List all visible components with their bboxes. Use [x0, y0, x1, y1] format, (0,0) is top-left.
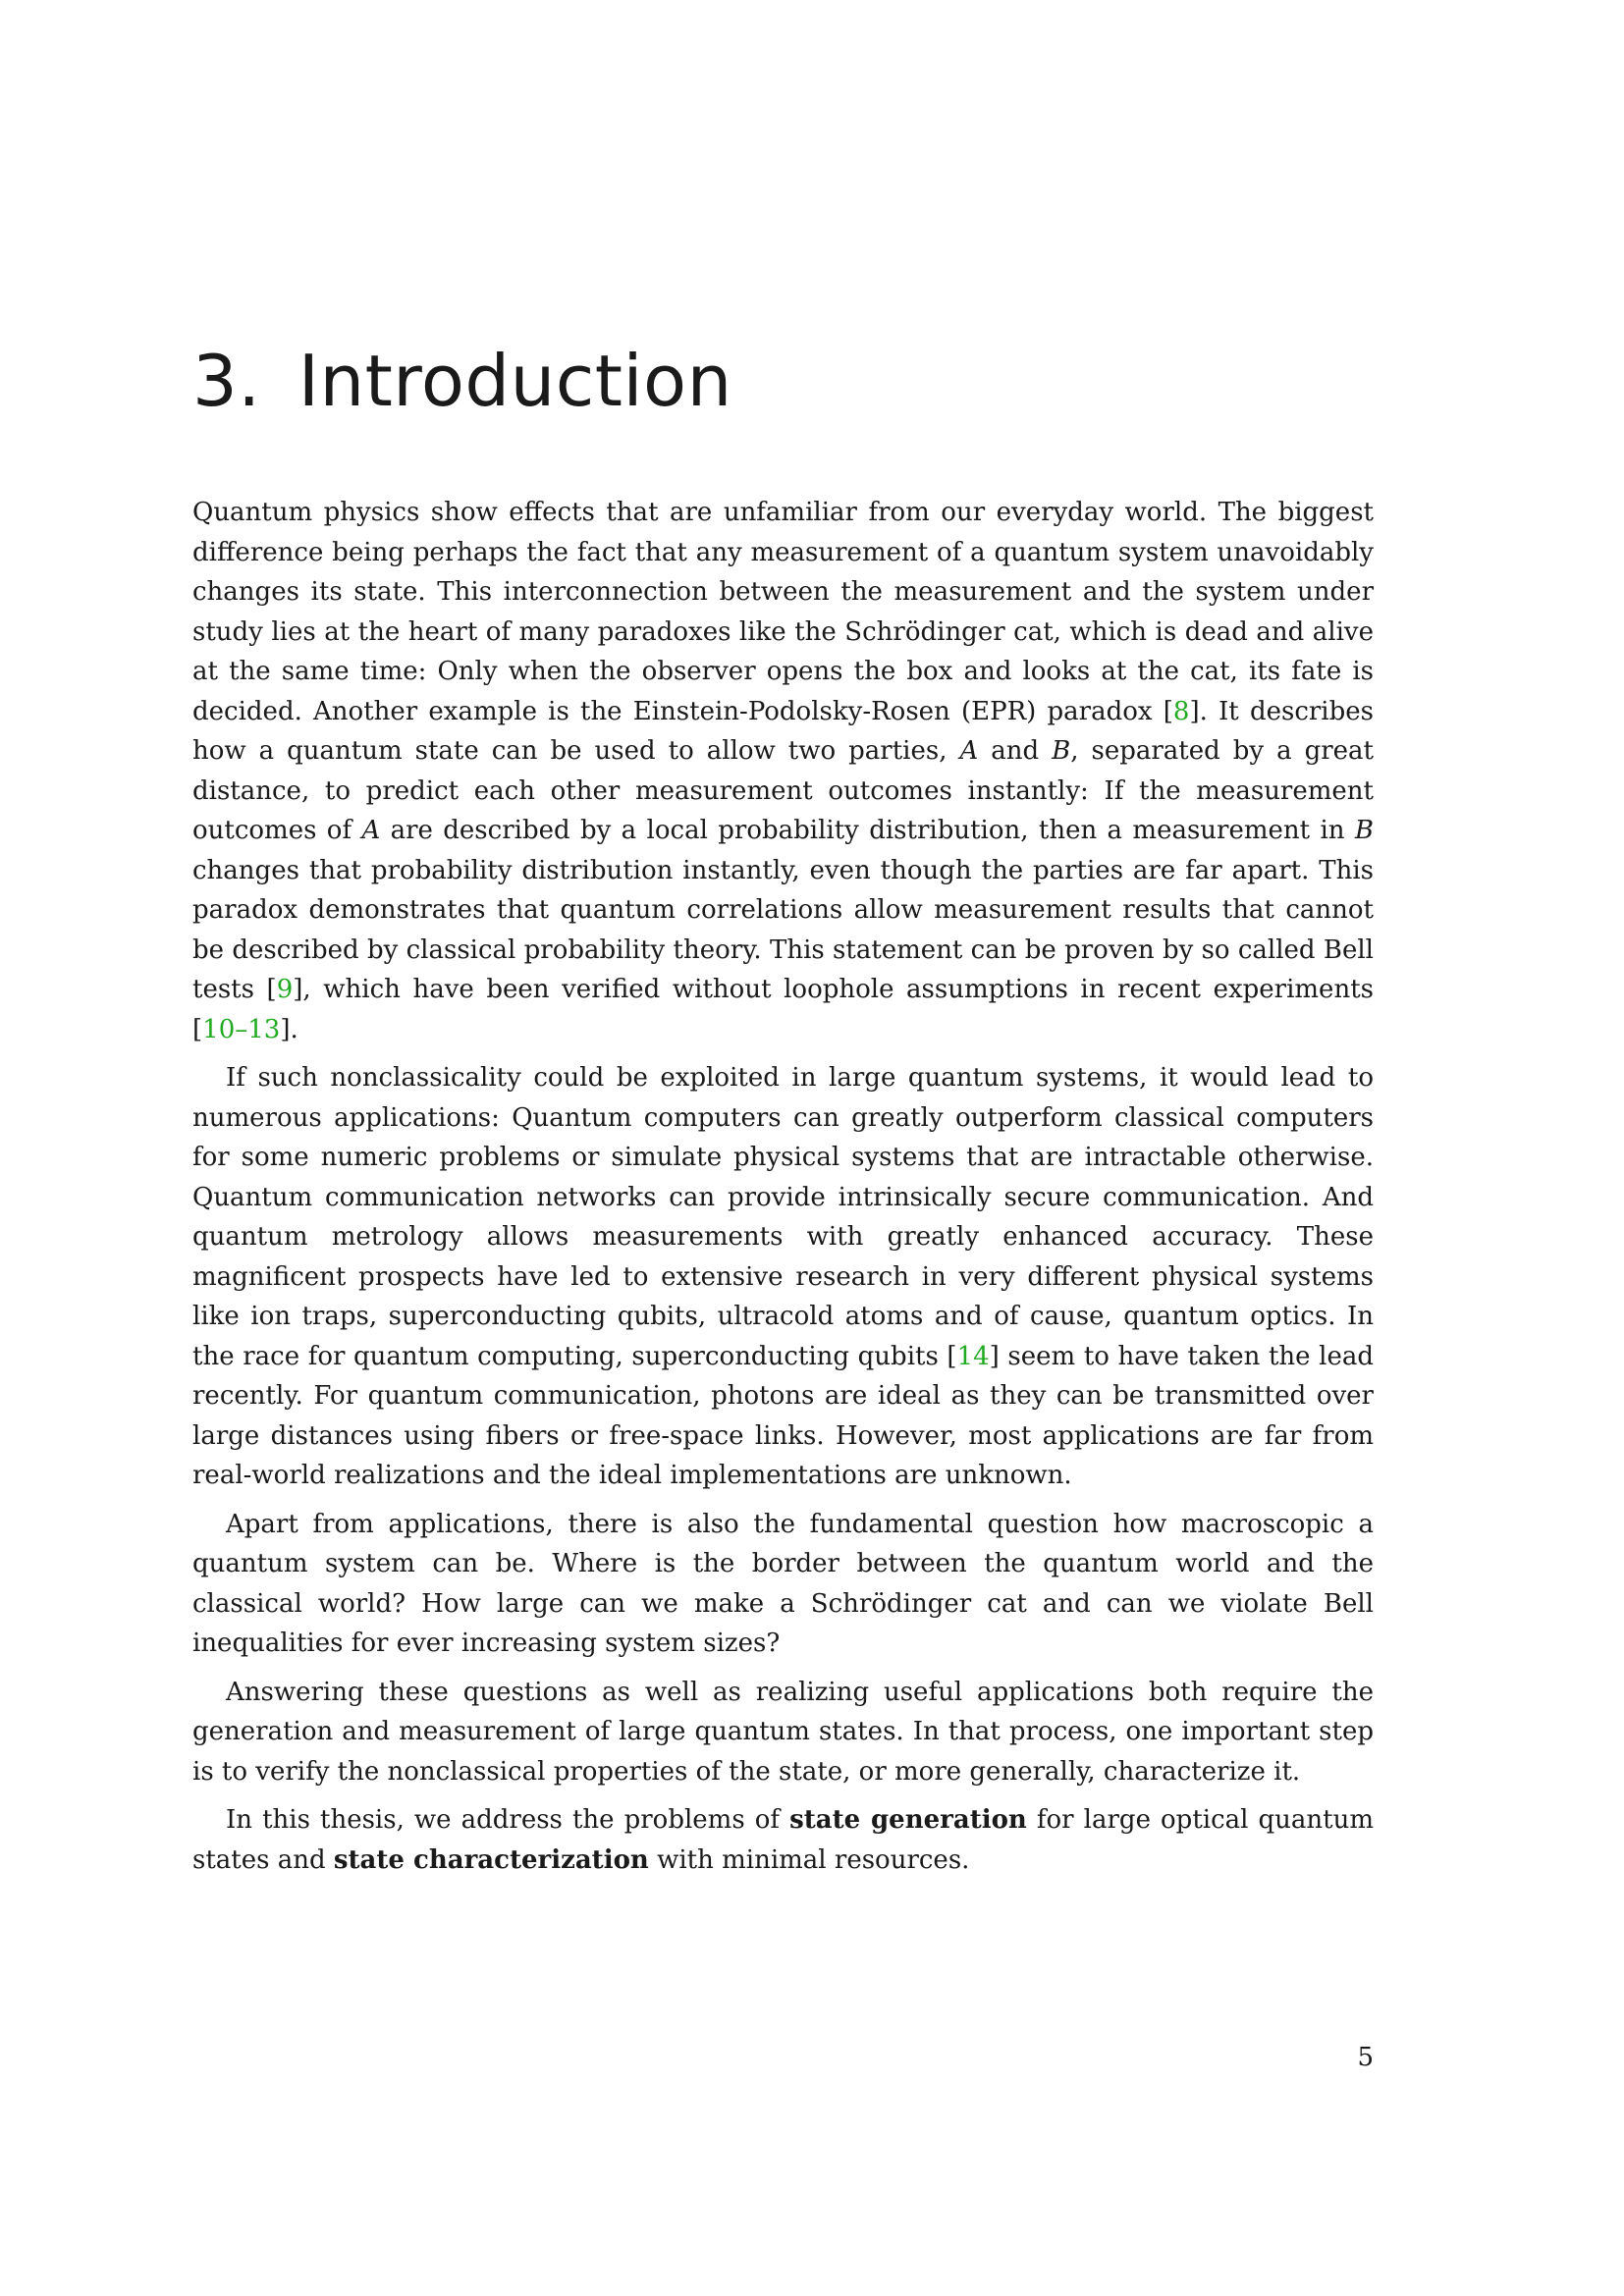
chapter-title-text: Introduction — [298, 340, 732, 422]
paragraph-1 — [192, 493, 1374, 1049]
paragraph-2 — [192, 1058, 1374, 1496]
paragraph-5 — [192, 1800, 1374, 1880]
citation-link[interactable]: 8 — [1172, 696, 1190, 726]
paragraph-4 — [192, 1673, 1374, 1792]
text-run: are described by a local probability distribution, then a measurement in — [380, 816, 1355, 845]
paragraph-3 — [192, 1505, 1374, 1664]
text-run: ]. — [280, 1014, 298, 1044]
math-symbol-a: A — [959, 736, 979, 766]
math-symbol-b: B — [1354, 816, 1374, 845]
text-run: with minimal resources. — [648, 1844, 970, 1875]
math-symbol-b: B — [1052, 736, 1071, 766]
citation-link[interactable]: 10–13 — [202, 1014, 281, 1044]
citation-link[interactable]: 9 — [276, 975, 294, 1004]
text-run: changes that probability distribution instantly, even though the parties are far apart. This paradox demonstrates that quantum correlations allow measurement results that cannot be described by classical probability theory. This statement can be proven by so called Bell tests [ — [192, 855, 1374, 1004]
text-run: Apart from applications, there is also the fundamental question how macroscopic a quantum system can be. Where is the border between the quantum world and the classical world? How large can we make a Schrödinger cat and can we violate Bell inequalities for ever increasing system sizes? — [192, 1509, 1374, 1658]
text-run: for large optical quantum states and — [192, 1805, 1375, 1875]
text-run: , separated by a great distance, to predict each other measurement outcomes instantly: If the measurement outcomes of — [192, 736, 1374, 845]
text-run: and — [978, 736, 1053, 766]
page-number: 5 — [1357, 2043, 1374, 2072]
text-run: Quantum physics show effects that are unfamiliar from our everyday world. The biggest difference being perhaps the fact that any measurement of a quantum system unavoidably changes its state. This interconnection between the measurement and the system under study lies at the heart of many paradoxes like the Schrödinger cat, which is dead and alive at the same time: Only when the observer opens the box and looks at the cat, its fate is decided. Another example is the Einstein-Podolsky-Rosen (EPR) paradox [ — [192, 498, 1374, 726]
bold-term: state generation — [789, 1805, 1027, 1835]
math-symbol-a: A — [361, 816, 381, 845]
text-run: In this thesis, we address the problems of — [226, 1805, 790, 1835]
citation-link[interactable]: 14 — [956, 1341, 990, 1371]
text-run: Answering these questions as well as realizing useful applications both require the generation and measurement of large quantum states. In that process, one important step is to verify the nonclassical properties of the state, or more generally, characterize it. — [192, 1677, 1374, 1787]
text-run: ], which have been verified without loophole assumptions in recent experiments [ — [192, 975, 1374, 1044]
text-run: ]. It describes how a quantum state can be used to allow two parties, — [192, 696, 1374, 766]
chapter-title — [192, 332, 732, 430]
bold-term: state characterization — [333, 1844, 649, 1875]
body-text — [192, 493, 1374, 1889]
chapter-number: 3. — [192, 340, 261, 422]
text-run: ] seem to have taken the lead recently. For quantum communication, photons are ideal as they can be transmitted over large distances using fibers or free-space links. However, most applications are far from real-world realizations and the ideal implementations are unknown. — [192, 1341, 1375, 1490]
text-run: If such nonclassicality could be exploited in large quantum systems, it would lead to numerous applications: Quantum computers can greatly outperform classical computers for some numeric problems or simulate physical systems that are intractable otherwise. Quantum communication networks can provide intrinsically secure communication. And quantum metrology allows measurements with greatly enhanced accuracy. These magnificent prospects have led to extensive research in very different physical systems like ion traps, superconducting qubits, ultracold atoms and of cause, quantum optics. In the race for quantum computing, superconducting qubits [ — [192, 1063, 1374, 1371]
